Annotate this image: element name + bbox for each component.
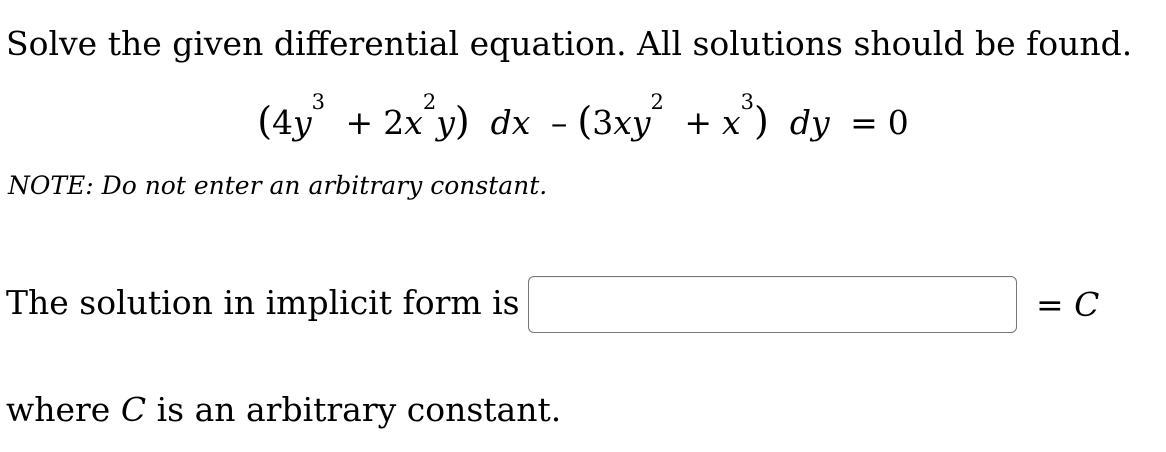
answer-label: The solution in implicit form is (6, 283, 520, 322)
eq-term3-exp: 2 (650, 90, 664, 114)
eq-minus: – (550, 103, 568, 142)
eq-close-paren-2: ) (754, 99, 769, 143)
eq-term2-exp: 2 (422, 90, 437, 114)
eq-term2-var: x (404, 103, 423, 142)
answer-equals: = (1036, 285, 1064, 324)
where-prefix: where (6, 390, 111, 429)
eq-term4-var: x (722, 103, 741, 142)
eq-rhs: 0 (887, 103, 909, 142)
eq-term2-var2: y (436, 103, 455, 142)
problem-prompt: Solve the given differential equation. All solutions should be found. (6, 24, 1133, 63)
eq-term2-coeff: 2 (383, 103, 405, 142)
eq-term3-var: xy (613, 103, 651, 142)
constant-explanation (6, 388, 561, 432)
where-suffix: is an arbitrary constant. (156, 390, 562, 429)
note-text: NOTE: Do not enter an arbitrary constant. (8, 171, 548, 200)
answer-equals-constant (1036, 283, 1099, 327)
eq-equals: = (850, 103, 878, 142)
answer-constant: C (1074, 285, 1100, 324)
eq-dx: dx (490, 103, 531, 142)
answer-input[interactable] (528, 276, 1017, 333)
eq-term3-coeff: 3 (592, 103, 614, 142)
differential-equation (0, 90, 1166, 148)
eq-plus-2: + (684, 103, 713, 142)
eq-close-paren: ) (454, 99, 470, 143)
eq-term1-exp: 3 (311, 90, 326, 114)
eq-plus-1: + (345, 103, 374, 142)
eq-term1-var: y (293, 103, 312, 142)
eq-term1-coeff: 4 (272, 103, 294, 142)
eq-term4-exp: 3 (740, 90, 755, 114)
where-constant: C (120, 390, 147, 429)
eq-open-paren: ( (257, 99, 273, 143)
eq-dy: dy (789, 103, 830, 142)
eq-open-paren-2: ( (577, 99, 593, 143)
